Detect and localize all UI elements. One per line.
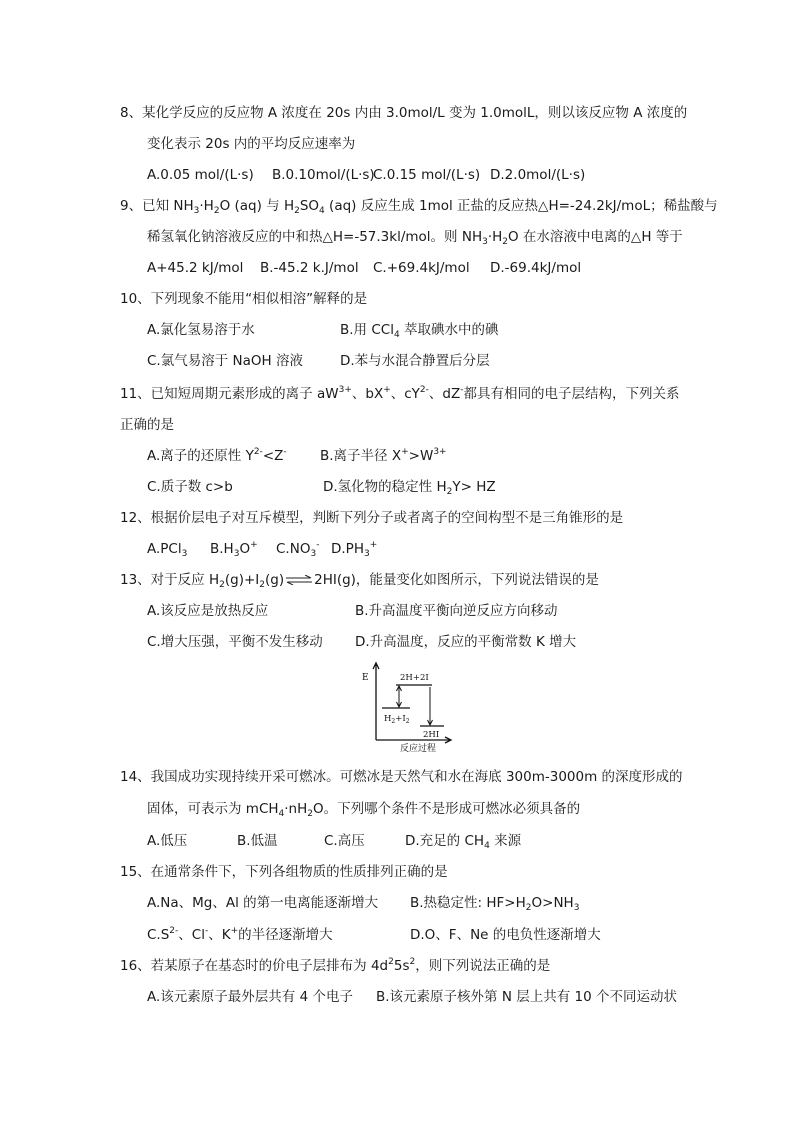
q10-option-b: B.用 CCl$_4$ 萃取碘水中的碘	[340, 322, 499, 340]
q11-option-c: C.质子数 c>b	[147, 479, 233, 495]
q8-option-b: B.0.10mol/(L·s)	[272, 167, 375, 183]
q15-option-d: D.O、F、Ne 的电负性逐渐增大	[410, 927, 601, 943]
q8-stem-line2: 变化表示 20s 内的平均反应速率为	[147, 136, 356, 152]
q8-option-a: A.0.05 mol/(L·s)	[147, 167, 254, 183]
q12-option-d: $D.PH_3^+$	[331, 540, 378, 559]
diagram-y-label: E	[362, 673, 369, 683]
q11-option-a: A.离子的还原性 $Y^{2-}<Z^-$	[147, 447, 287, 464]
q11-stem-line2: 正确的是	[120, 417, 174, 433]
q16-option-b: B.该元素原子核外第 N 层上共有 10 个不同运动状	[376, 989, 677, 1005]
q10-option-c: C.氯气易溶于 NaOH 溶液	[147, 353, 303, 369]
q9-option-d: D.-69.4kJ/mol	[490, 260, 582, 276]
q14-stem-line2: 固体，可表示为 $mCH_4\cdot nH_2O$。下列哪个条件不是形成可燃冰必须具备的	[147, 801, 581, 819]
level-top-label: 2H+2I	[400, 673, 429, 683]
q12-option-b: $B.H_3O^+$	[210, 540, 258, 559]
energy-diagram	[358, 660, 458, 754]
q16-stem: 16、若某原子在基态时的价电子层排布为 $4d^25s^2$，则下列说法正确的是	[120, 957, 551, 974]
q9-option-b: B.-45.2 k.J/mol	[260, 260, 359, 276]
level-reactant-label: $H_2+I_2$	[384, 714, 410, 725]
q10-option-d: D.苯与水混合静置后分层	[340, 353, 490, 369]
q9-stem-line2: 稀氢氧化钠溶液反应的中和热△H=-57.3kl/mol。则 $NH_3\cdot H_2O$ 在水溶液中电离的△H 等于	[147, 229, 683, 247]
q13-stem: 13、对于反应 $H_2(g)+I_2(g)$ 2HI(g)，能量变化如图所示，下列说法错误的是	[120, 572, 599, 590]
q8-option-c: C.0.15 mol/(L·s)	[373, 167, 481, 183]
q11-option-b: B.离子半径 $X^+>W^{3+}$	[320, 447, 447, 464]
q14-option-c: C.高压	[324, 833, 365, 849]
q14-stem-line1: 14、我国成功实现持续开采可燃冰。可燃冰是天然气和水在海底 300m-3000m 的深度形成的	[120, 769, 683, 785]
q15-option-a: A.Na、Mg、Al 的第一电离能逐渐增大	[147, 895, 379, 911]
level-product-label: 2HI	[423, 730, 440, 740]
q15-option-c: $C.S^{2-}$、Cl-、K+的半径逐渐增大	[147, 926, 333, 943]
q15-stem: 15、在通常条件下，下列各组物质的性质排列正确的是	[120, 864, 448, 880]
q9-option-a: A+45.2 kJ/mol	[147, 260, 244, 276]
q11-option-d: D.氢化物的稳定性 $H_2Y>$ HZ	[323, 479, 496, 497]
q14-option-a: A.低压	[147, 833, 188, 849]
q12-option-a: A.PCl$_3$	[147, 541, 188, 559]
q14-option-d: D.充足的 $CH_4$ 来源	[405, 833, 522, 851]
q11-stem-line1: 11、已知短周期元素形成的离子 $aW^{3+}$、bX+、$cY^{2-}$、dZ-都具有相同的电子层结构，下列关系	[120, 385, 680, 402]
q16-option-a: A.该元素原子最外层共有 4 个电子	[147, 989, 353, 1005]
q15-option-b: B.热稳定性: $HF>H_2O>NH_3$	[410, 895, 580, 913]
q13-option-d: D.升高温度，反应的平衡常数 K 增大	[355, 634, 577, 650]
diagram-x-label: 反应过程	[400, 744, 437, 754]
q12-stem: 12、根据价层电子对互斥模型，判断下列分子或者离子的空间构型不是三角锥形的是	[120, 510, 624, 526]
q13-option-b: B.升高温度平衡向逆反应方向移动	[355, 603, 558, 619]
q13-option-c: C.增大压强，平衡不发生移动	[147, 634, 323, 650]
q14-option-b: B.低温	[237, 833, 278, 849]
reversible-arrow-icon	[284, 575, 314, 585]
q12-option-c: $C.NO_3^-$	[276, 540, 320, 559]
q8-option-d: D.2.0mol/(L·s)	[490, 167, 586, 183]
q8-stem-line1: 8、某化学反应的反应物 A 浓度在 20s 内由 3.0mol/L 变为 1.0molL，则以该反应物 A 浓度的	[120, 105, 688, 121]
q10-option-a: A.氯化氢易溶于水	[147, 322, 255, 338]
q10-stem: 10、下列现象不能用“相似相溶”解释的是	[120, 291, 368, 307]
q9-option-c: C.+69.4kJ/mol	[373, 260, 470, 276]
q13-option-a: A.该反应是放热反应	[147, 603, 269, 619]
q9-stem-line1: 9、已知 $NH_3\cdot H_2O$ (aq) 与 $H_2SO_4$ (aq) 反应生成 1mol 正盐的反应热△H=-24.2kJ/moL；稀盐酸与	[120, 198, 718, 216]
